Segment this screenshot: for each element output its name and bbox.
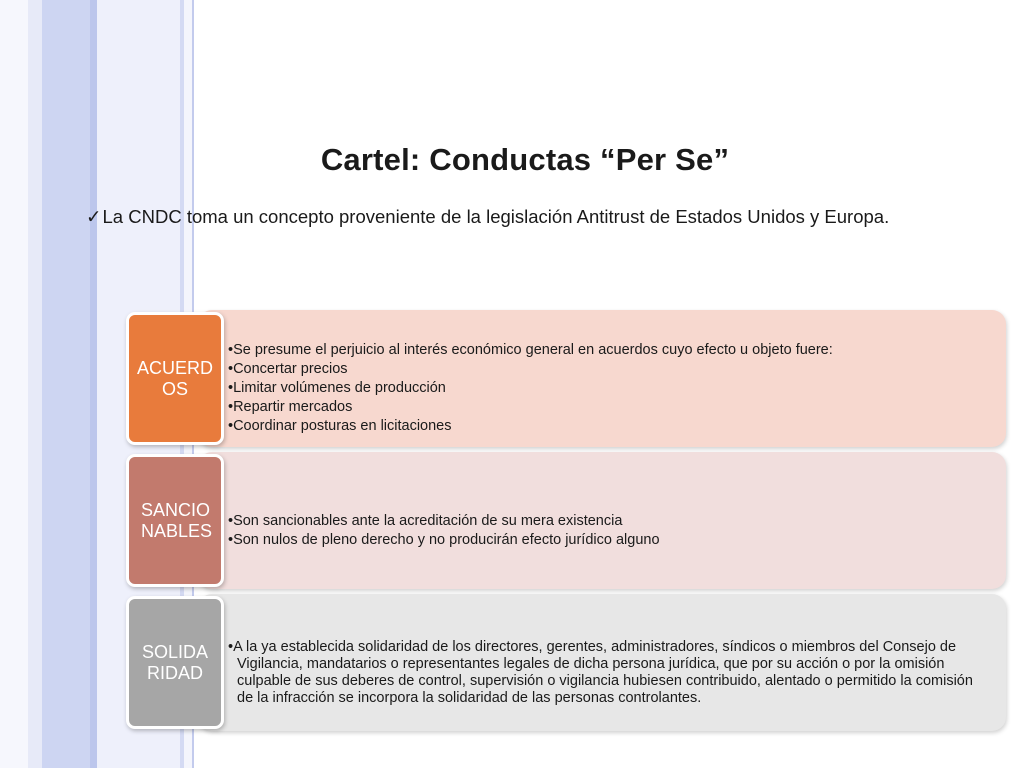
sancionables-panel <box>198 452 1006 589</box>
acuerdos-bullet: •Limitar volúmenes de producción <box>228 380 446 396</box>
sancionables-tab <box>126 454 224 587</box>
solidaridad-tab <box>126 596 224 729</box>
acuerdos-bullet: •Se presume el perjuicio al interés económico general en acuerdos cuyo efecto u objeto fuere: <box>228 342 833 358</box>
row-acuerdos <box>126 310 1006 447</box>
acuerdos-label: ACUERDOS <box>137 357 214 399</box>
solidaridad-bullet: •A la ya establecida solidaridad de los directores, gerentes, administradores, síndicos o miembros del Consejo de Vigilancia, mandatarios o representantes legales de dicha persona jurídica, que por su acción o por la omisión culpable de sus deberes de control, supervisión o vigilancia hubiesen contribuido, alentado o permitido la comisión de la infracción se incorpora la solidaridad de las personas controlantes. <box>228 638 973 706</box>
solidaridad-panel <box>198 594 1006 731</box>
intro-text: La CNDC toma un concepto proveniente de la legislación Antitrust de Estados Unidos y Europa. <box>102 206 890 227</box>
sancionables-bullet: •Son nulos de pleno derecho y no producirán efecto jurídico alguno <box>228 531 660 548</box>
slide-title: Cartel: Conductas “Per Se” <box>320 142 730 177</box>
solidaridad-label: SOLIDARIDAD <box>141 641 209 683</box>
sancionables-label: SANCIONABLES <box>141 499 213 541</box>
intro-line <box>86 206 1006 228</box>
acuerdos-tab <box>126 312 224 445</box>
acuerdos-panel <box>198 310 1006 447</box>
row-solidaridad <box>126 594 1006 731</box>
checkmark-icon: ✓ <box>86 206 102 227</box>
row-sancionables <box>126 452 1006 589</box>
acuerdos-bullet: •Concertar precios <box>228 361 348 377</box>
acuerdos-bullet: •Coordinar posturas en licitaciones <box>228 418 452 434</box>
sancionables-bullet: •Son sancionables ante la acreditación de su mera existencia <box>228 512 623 529</box>
acuerdos-bullet: •Repartir mercados <box>228 399 353 415</box>
